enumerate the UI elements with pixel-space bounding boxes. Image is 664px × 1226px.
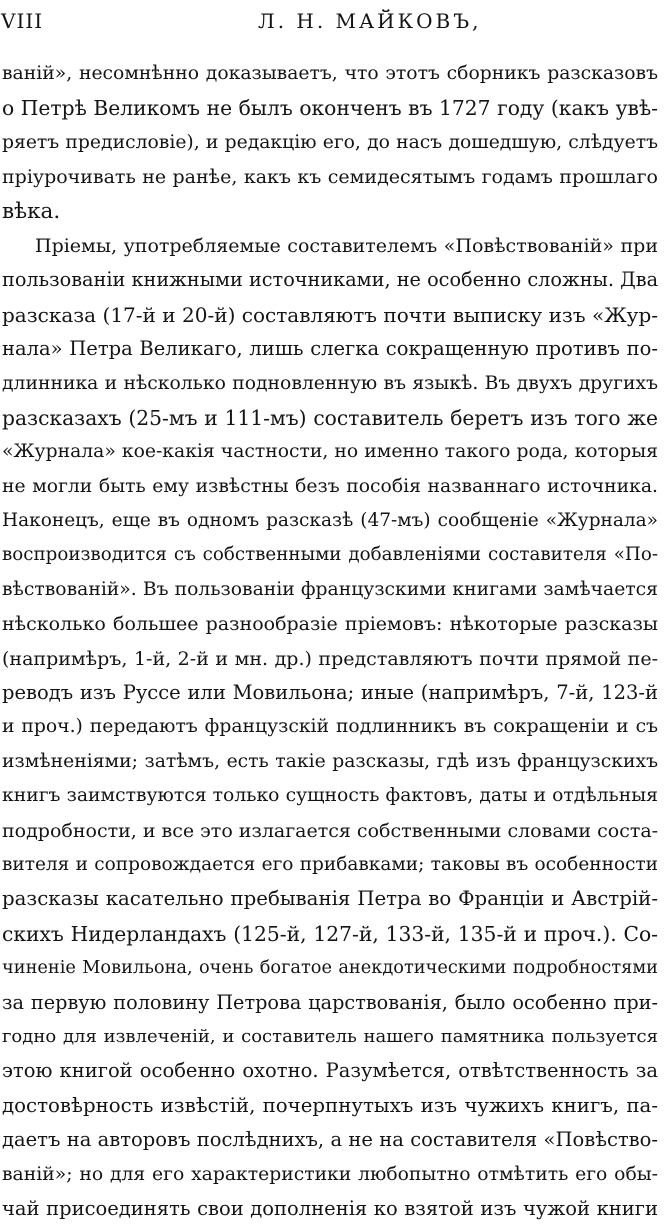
text-line: даетъ на авторовъ послѣднихъ, а не на составителя «Повѣство- xyxy=(2,1128,658,1152)
running-head xyxy=(0,6,664,36)
text-line: (напримѣръ, 1-й, 2-й и мн. др.) представляютъ почти прямой пе- xyxy=(2,647,658,670)
text-line: чиненіе Мовильона, очень богатое анекдотическими подробностями xyxy=(2,958,658,979)
text-line: воспроизводится съ собственными добавленіями составителя «По- xyxy=(2,544,658,566)
page-number: VIII xyxy=(1,9,44,33)
text-line: вѣствованій». Въ пользованіи французскими книгами замѣчается xyxy=(2,578,658,600)
text-line: подробности, и все это излагается собственными словами соста- xyxy=(2,819,658,842)
paragraph-end-line: вѣка. xyxy=(2,198,61,224)
text-line: книгъ заимствуются только сущность фактовъ, даты и отдѣльныя xyxy=(2,785,658,807)
paragraph-first-line: Пріемы, употребляемые составителемъ «Повѣствованій» при xyxy=(35,234,658,257)
text-line: не могли быть ему извѣстны безъ пособія названнаго источника. xyxy=(2,475,658,497)
body-text xyxy=(2,57,658,1226)
text-line: за первую половину Петрова царствованія, было особенно при- xyxy=(2,990,658,1014)
running-title: Л. Н. МАЙКОВЪ, xyxy=(258,9,482,33)
text-line: ваній», несомнѣнно доказываетъ, что этотъ сборникъ разсказовъ xyxy=(2,63,658,84)
text-line: Наконецъ, еще въ одномъ разсказѣ (47-мъ) сообщеніе «Журнала» xyxy=(2,510,658,532)
text-line: этою книгой особенно охотно. Разумѣется, отвѣтственность за xyxy=(2,1059,658,1083)
text-line: измѣненіями; затѣмъ, есть такіе разсказы, гдѣ изъ французскихъ xyxy=(2,750,658,772)
text-line: и проч.) передаютъ французскій подлинникъ въ сокращеніи и съ xyxy=(2,716,658,738)
text-line: нала» Петра Великаго, лишь слегка сокращенную противъ по- xyxy=(2,337,658,361)
text-line: длинника и нѣсколько подновленную въ языкѣ. Въ двухъ другихъ xyxy=(2,372,658,394)
text-line: скихъ Нидерландахъ (125-й, 127-й, 133-й, 135-й и проч.). Со- xyxy=(2,921,658,946)
text-line: пріурочивать не ранѣе, какъ къ семидесятымъ годамъ прошлаго xyxy=(2,166,658,189)
text-line: о Петрѣ Великомъ не былъ оконченъ въ 1727 году (какъ увѣ- xyxy=(2,96,658,121)
text-line: разсказа (17-й и 20-й) составляютъ почти выписку изъ «Жур- xyxy=(2,302,658,327)
text-line: реводъ изъ Руссе или Мовильона; иные (напримѣръ, 7-й, 123-й xyxy=(2,681,658,705)
text-line: годно для извлеченій, и составитель нашего памятника пользуется xyxy=(2,1025,658,1047)
text-line: чай присоединять свои дополненія ко взятой изъ чужой книги xyxy=(2,1196,658,1220)
text-line: «Журнала» кое-какія частности, но именно такого рода, которыя xyxy=(2,441,658,463)
text-line: ваній»; но для его характеристики любопытно отмѣтить его обы- xyxy=(2,1163,658,1185)
text-line: нѣсколько большее разнообразіе пріемовъ: нѣкоторые разсказы xyxy=(2,613,658,636)
text-line: вителя и сопровождается его прибавками; таковы въ особенности xyxy=(2,853,658,875)
text-line: ряетъ предисловіе), и редакцію его, до насъ дошедшую, слѣдуетъ xyxy=(2,131,658,153)
text-line: достовѣрность извѣстій, почерпнутыхъ изъ чужихъ книгъ, па- xyxy=(2,1093,658,1117)
text-line: разсказахъ (25-мъ и 111-мъ) составитель беретъ изъ того же xyxy=(2,405,658,430)
text-line: разсказы касательно пребыванія Петра во Франціи и Австрій- xyxy=(2,887,658,911)
text-line: пользованіи книжными источниками, не особенно сложны. Два xyxy=(2,268,658,292)
